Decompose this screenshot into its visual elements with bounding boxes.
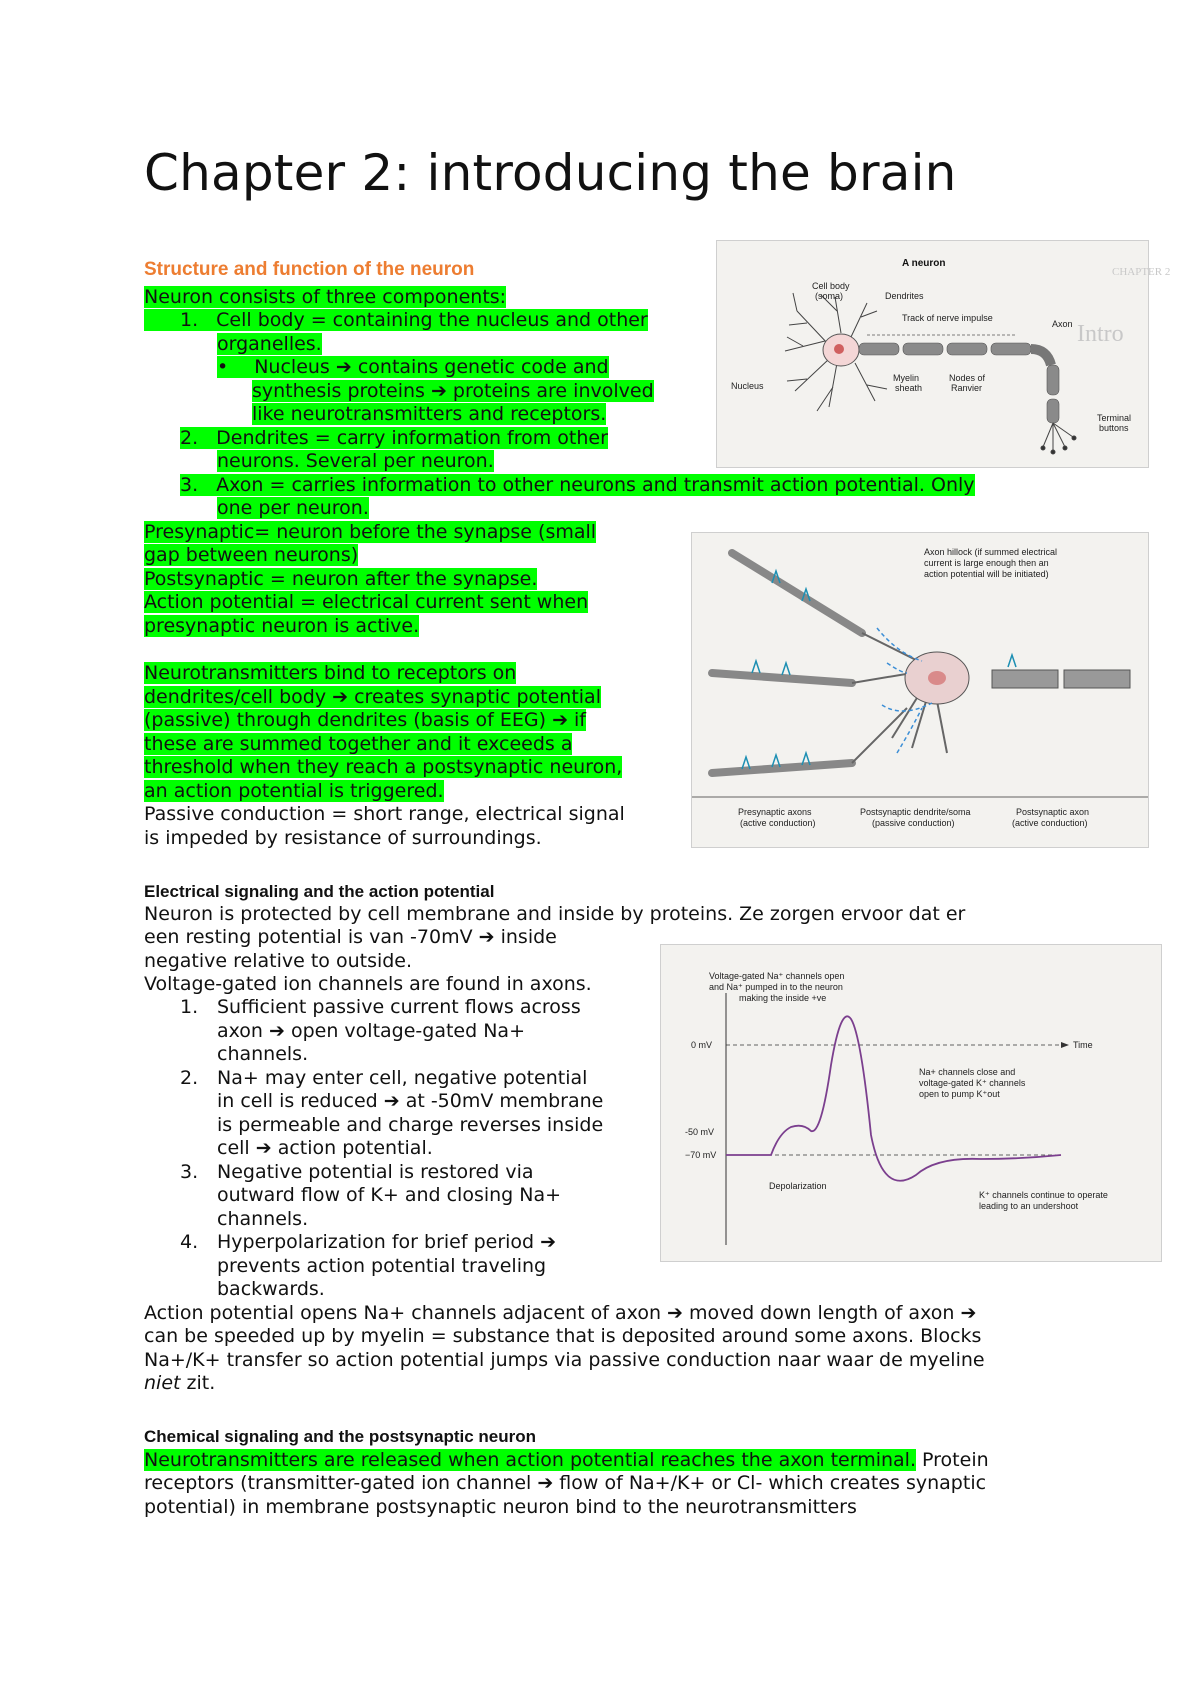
bullet-item: • Nucleus ➔ contains genetic code and xyxy=(217,356,609,378)
list-item-text: Negative potential is restored via xyxy=(217,1161,534,1183)
svg-text:Track of nerve impulse: Track of nerve impulse xyxy=(902,313,993,323)
paragraph-line: een resting potential is van -70mV ➔ inside xyxy=(144,926,557,948)
paragraph-line: (passive) through dendrites (basis of EEG) ➔ if xyxy=(144,709,586,731)
list-item-cont: organelles. xyxy=(217,333,322,355)
svg-text:action potential will be initi: action potential will be initiated) xyxy=(924,569,1049,579)
definition-line: gap between neurons) xyxy=(144,544,359,566)
svg-text:−70 mV: −70 mV xyxy=(685,1150,717,1160)
svg-text:Ranvier: Ranvier xyxy=(951,383,983,393)
paragraph-line: Na+/K+ transfer so action potential jumps via passive conduction naar waar de myeline xyxy=(144,1349,985,1371)
svg-text:Intro: Intro xyxy=(1077,321,1124,347)
paragraph-line: an action potential is triggered. xyxy=(144,780,444,802)
svg-text:(active conduction): (active conduction) xyxy=(1012,818,1088,828)
svg-text:Postsynaptic axon: Postsynaptic axon xyxy=(1016,807,1090,817)
svg-text:and Na⁺ pumped in to the neuro: and Na⁺ pumped in to the neuron xyxy=(709,982,843,992)
action-potential-diagram xyxy=(661,945,1161,1261)
paragraph-line: Action potential opens Na+ channels adjacent of axon ➔ moved down length of axon ➔ xyxy=(144,1302,977,1324)
list-item-text: prevents action potential traveling xyxy=(217,1255,547,1277)
svg-text:leading to an undershoot: leading to an undershoot xyxy=(979,1201,1079,1211)
svg-text:Axon: Axon xyxy=(1052,319,1073,329)
paragraph-line: Passive conduction = short range, electrical signal xyxy=(144,803,625,825)
definition-line: Presynaptic= neuron before the synapse (small xyxy=(144,521,597,543)
svg-text:Na+ channels close and: Na+ channels close and xyxy=(919,1067,1016,1077)
svg-text:Terminal: Terminal xyxy=(1097,413,1132,423)
list-item: 1. Cell body = containing the nucleus and other xyxy=(144,309,648,333)
paragraph-line: niet zit. xyxy=(144,1372,216,1394)
svg-text:(soma): (soma) xyxy=(815,291,844,301)
svg-text:voltage-gated K⁺ channels: voltage-gated K⁺ channels xyxy=(919,1078,1026,1088)
neuron-diagram xyxy=(717,241,1171,467)
definition-line: Postsynaptic = neuron after the synapse. xyxy=(144,568,538,590)
svg-text:0 mV: 0 mV xyxy=(691,1040,713,1050)
list-item-text: outward flow of K+ and closing Na+ xyxy=(217,1184,562,1206)
paragraph-line: threshold when they reach a postsynaptic neuron, xyxy=(144,756,623,778)
svg-text:Postsynaptic dendrite/soma: Postsynaptic dendrite/soma xyxy=(860,807,971,817)
list-item: 2. xyxy=(180,1067,199,1089)
svg-text:Depolarization: Depolarization xyxy=(769,1181,827,1191)
list-item-text: in cell is reduced ➔ at -50mV membrane xyxy=(217,1090,604,1112)
bullet-item-cont: like neurotransmitters and receptors. xyxy=(252,403,607,425)
svg-text:Myelin: Myelin xyxy=(893,373,920,383)
list-item-text: channels. xyxy=(217,1043,309,1065)
section-heading-electrical: Electrical signaling and the action potential xyxy=(144,882,495,901)
section-heading-chemical: Chemical signaling and the postsynaptic neuron xyxy=(144,1427,537,1446)
figure-action-potential xyxy=(660,944,1162,1262)
svg-text:CHAPTER 2: CHAPTER 2 xyxy=(1112,266,1171,278)
list-item: 4. xyxy=(180,1231,199,1253)
svg-text:-50 mV: -50 mV xyxy=(685,1127,715,1137)
svg-text:sheath: sheath xyxy=(895,383,923,393)
svg-text:Dendrites: Dendrites xyxy=(885,291,924,301)
svg-text:Presynaptic axons: Presynaptic axons xyxy=(738,807,812,817)
list-item-text: axon ➔ open voltage-gated Na+ xyxy=(217,1020,525,1042)
paragraph-line: negative relative to outside. xyxy=(144,950,413,972)
svg-text:open to pump K⁺out: open to pump K⁺out xyxy=(919,1089,1000,1099)
svg-text:Voltage-gated Na⁺ channels ope: Voltage-gated Na⁺ channels open xyxy=(709,971,845,981)
list-item-cont: neurons. Several per neuron. xyxy=(217,450,494,472)
paragraph-line: receptors (transmitter-gated ion channel ➔ flow of Na+/K+ or Cl- which creates synaptic xyxy=(144,1472,987,1494)
section-heading-structure: Structure and function of the neuron xyxy=(144,259,475,280)
list-item-text: Hyperpolarization for brief period ➔ xyxy=(217,1231,557,1253)
svg-text:buttons: buttons xyxy=(1099,423,1129,433)
definition-line: Action potential = electrical current sent when xyxy=(144,591,589,613)
fig-title: A neuron xyxy=(902,258,946,269)
paragraph-line: these are summed together and it exceeds a xyxy=(144,733,573,755)
svg-text:making the inside +ve: making the inside +ve xyxy=(739,993,827,1003)
paragraph-line: Neuron is protected by cell membrane and inside by proteins. Ze zorgen ervoor dat er xyxy=(144,903,966,925)
svg-text:Nodes of: Nodes of xyxy=(949,373,986,383)
list-item-text: backwards. xyxy=(217,1278,325,1300)
svg-text:Cell body: Cell body xyxy=(812,281,850,291)
figure-synaptic-conduction xyxy=(691,532,1149,848)
list-item: 2. Dendrites = carry information from other xyxy=(180,427,608,449)
bullet-item-cont: synthesis proteins ➔ proteins are involved xyxy=(252,380,654,402)
list-item: 1. xyxy=(180,996,199,1018)
paragraph-line: is impeded by resistance of surroundings. xyxy=(144,827,542,849)
list-item-text: is permeable and charge reverses inside xyxy=(217,1114,604,1136)
list-item: 3. Axon = carries information to other neurons and transmit action potential. Only xyxy=(180,474,975,496)
svg-text:(passive conduction): (passive conduction) xyxy=(872,818,955,828)
list-item-text: Na+ may enter cell, negative potential xyxy=(217,1067,588,1089)
svg-text:current is large enough then a: current is large enough then an xyxy=(924,558,1049,568)
paragraph-line: Voltage-gated ion channels are found in axons. xyxy=(144,973,592,995)
svg-text:K⁺ channels continue to operat: K⁺ channels continue to operate xyxy=(979,1190,1108,1200)
paragraph-line: Neurotransmitters bind to receptors on xyxy=(144,662,517,684)
list-item-text: channels. xyxy=(217,1208,309,1230)
list-item-cont: one per neuron. xyxy=(217,497,369,519)
page-title: Chapter 2: introducing the brain xyxy=(144,144,957,202)
list-item-text: Sufficient passive current flows across xyxy=(217,996,581,1018)
svg-text:Axon hillock (if summed electr: Axon hillock (if summed electrical xyxy=(924,547,1058,557)
figure-neuron xyxy=(716,240,1171,468)
intro-line: Neuron consists of three components: xyxy=(144,286,507,308)
paragraph-line: dendrites/cell body ➔ creates synaptic potential xyxy=(144,686,601,708)
definition-line: presynaptic neuron is active. xyxy=(144,615,420,637)
paragraph-line: potential) in membrane postsynaptic neuron bind to the neurotransmitters xyxy=(144,1496,857,1518)
list-item-text: cell ➔ action potential. xyxy=(217,1137,433,1159)
paragraph-line: can be speeded up by myelin = substance that is deposited around some axons. Blocks xyxy=(144,1325,982,1347)
svg-text:(active conduction): (active conduction) xyxy=(740,818,816,828)
svg-text:Nucleus: Nucleus xyxy=(731,381,764,391)
list-item: 3. xyxy=(180,1161,199,1183)
paragraph-line: Neurotransmitters are released when action potential reaches the axon terminal. Protein xyxy=(144,1449,989,1471)
svg-text:Time: Time xyxy=(1073,1040,1093,1050)
conduction-diagram xyxy=(692,533,1148,847)
